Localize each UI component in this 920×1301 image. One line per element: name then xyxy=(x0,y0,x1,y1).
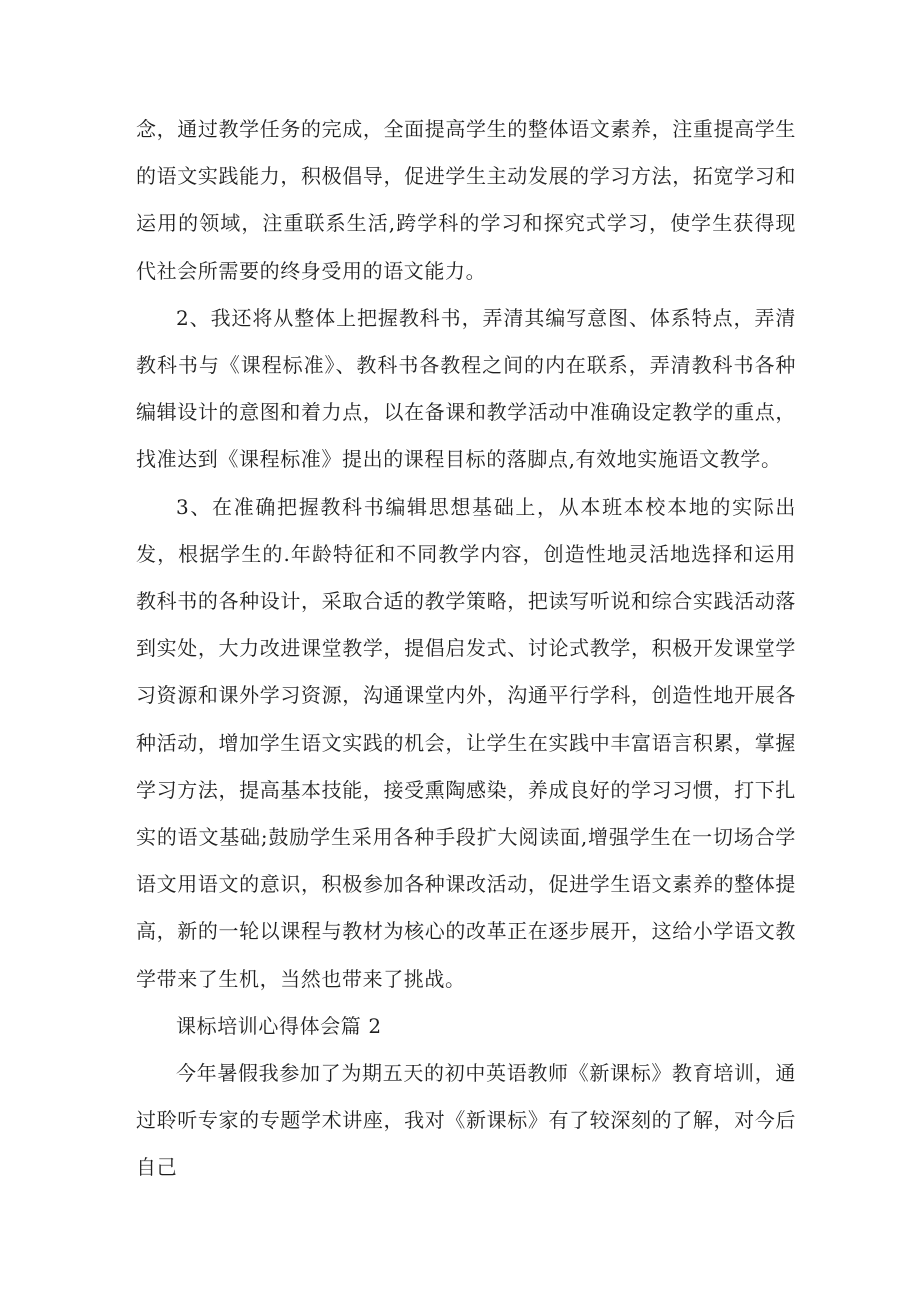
paragraph-point-2: 2、我还将从整体上把握教科书，弄清其编写意图、体系特点，弄清教科书与《课程标准》、教科书各教程之间的内在联系，弄清教科书各种编辑设计的意图和着力点，以在备课和教学活动中准确设定教学的重点，找准达到《课程标准》提出的课程目标的落脚点,有效地实施语文教学。 xyxy=(136,305,796,472)
section-title: 课标培训心得体会篇 2 xyxy=(176,1013,382,1038)
paragraph-continuation: 念，通过教学任务的完成，全面提高学生的整体语文素养，注重提高学生的语文实践能力，积极倡导，促进学生主动发展的学习方法，拓宽学习和运用的领域，注重联系生活,跨学科的学习和探究式学习，使学生获得现代社会所需要的终身受用的语文能力。 xyxy=(136,117,796,283)
document-body xyxy=(136,106,796,1192)
paragraph-point-3: 3、在准确把握教科书编辑思想基础上，从本班本校本地的实际出发，根据学生的.年龄特征和不同教学内容，创造性地灵活地选择和运用教科书的各种设计，采取合适的教学策略，把读写听说和综合实践活动落到实处，大力改进课堂教学，提倡启发式、讨论式教学，积极开发课堂学习资源和课外学习资源，沟通课堂内外，沟通平行学科，创造性地开展各种活动，增加学生语文实践的机会，让学生在实践中丰富语言积累，掌握学习方法，提高基本技能，接受熏陶感染，养成良好的学习习惯，打下扎实的语文基础;鼓励学生采用各种手段扩大阅读面,增强学生在一切场合学语文用语文的意识，积极参加各种课改活动，促进学生语文素养的整体提高，新的一轮以课程与教材为核心的改革正在逐步展开，这给小学语文教学带来了生机，当然也带来了挑战。 xyxy=(136,494,796,991)
paragraph-section-2-intro: 今年暑假我参加了为期五天的初中英语教师《新课标》教育培训，通过聆听专家的专题学术讲座，我对《新课标》有了较深刻的了解，对今后自己 xyxy=(136,1061,796,1180)
